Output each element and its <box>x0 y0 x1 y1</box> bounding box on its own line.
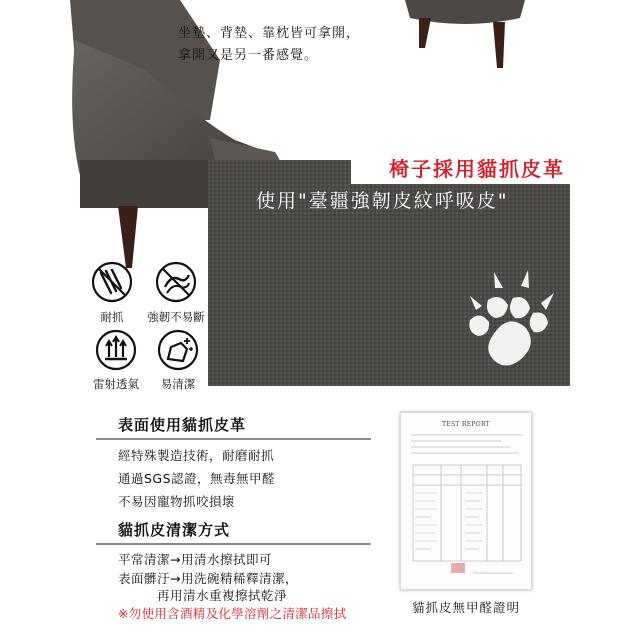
feature-label-tough: 強韌不易斷 <box>147 310 205 324</box>
section-divider <box>96 543 371 545</box>
test-report-table-graphic <box>401 413 532 590</box>
ottoman-photo <box>405 0 525 90</box>
surface-material-title: 表面使用貓抓皮革 <box>118 416 247 434</box>
cleaning-line-1: 平常清潔→用清水擦拭即可 <box>118 552 272 567</box>
breathable-icon <box>95 329 137 371</box>
feature-label-clean: 易清潔 <box>160 377 196 391</box>
surface-feature-line-3: 不易因寵物抓咬損壞 <box>118 494 236 509</box>
surface-feature-line-2: 通過SGS認證，無毒無甲醛 <box>118 471 276 486</box>
detachable-cushion-text-1: 坐墊、背墊、靠枕皆可拿開， <box>178 26 361 41</box>
scratch-resistant-icon <box>91 261 133 303</box>
feature-label-scratch: 耐抓 <box>100 310 124 324</box>
fabric-name-label: 使用"臺疆強韌皮紋呼吸皮" <box>256 190 509 212</box>
cleaning-method-title: 貓抓皮清潔方式 <box>118 521 231 539</box>
surface-feature-line-1: 經特殊製造技術，耐磨耐抓 <box>118 448 275 463</box>
tough-fabric-icon <box>155 261 197 303</box>
formaldehyde-free-caption: 貓抓皮無甲醛證明 <box>411 600 520 615</box>
cleaning-line-2: 表面髒汙→用洗碗精稀釋清潔， <box>118 571 298 586</box>
test-report-title: TEST REPORT <box>442 421 490 428</box>
cleaning-warning: ※勿使用含酒精及化學溶劑之清潔品擦拭 <box>118 606 347 621</box>
stamp-icon <box>451 563 465 573</box>
feature-label-breathable: 雷射透氣 <box>93 377 139 391</box>
cleaning-line-3: 再用清水重複擦拭乾淨 <box>157 588 288 603</box>
section-divider <box>96 438 371 440</box>
cat-scratch-leather-banner <box>351 150 573 184</box>
easy-clean-icon <box>157 329 199 371</box>
detachable-cushion-text-2: 拿開又是另一番感覺。 <box>178 48 319 63</box>
test-report-document <box>400 412 532 590</box>
cat-scratch-leather-label: 椅子採用貓抓皮革 <box>389 156 565 181</box>
